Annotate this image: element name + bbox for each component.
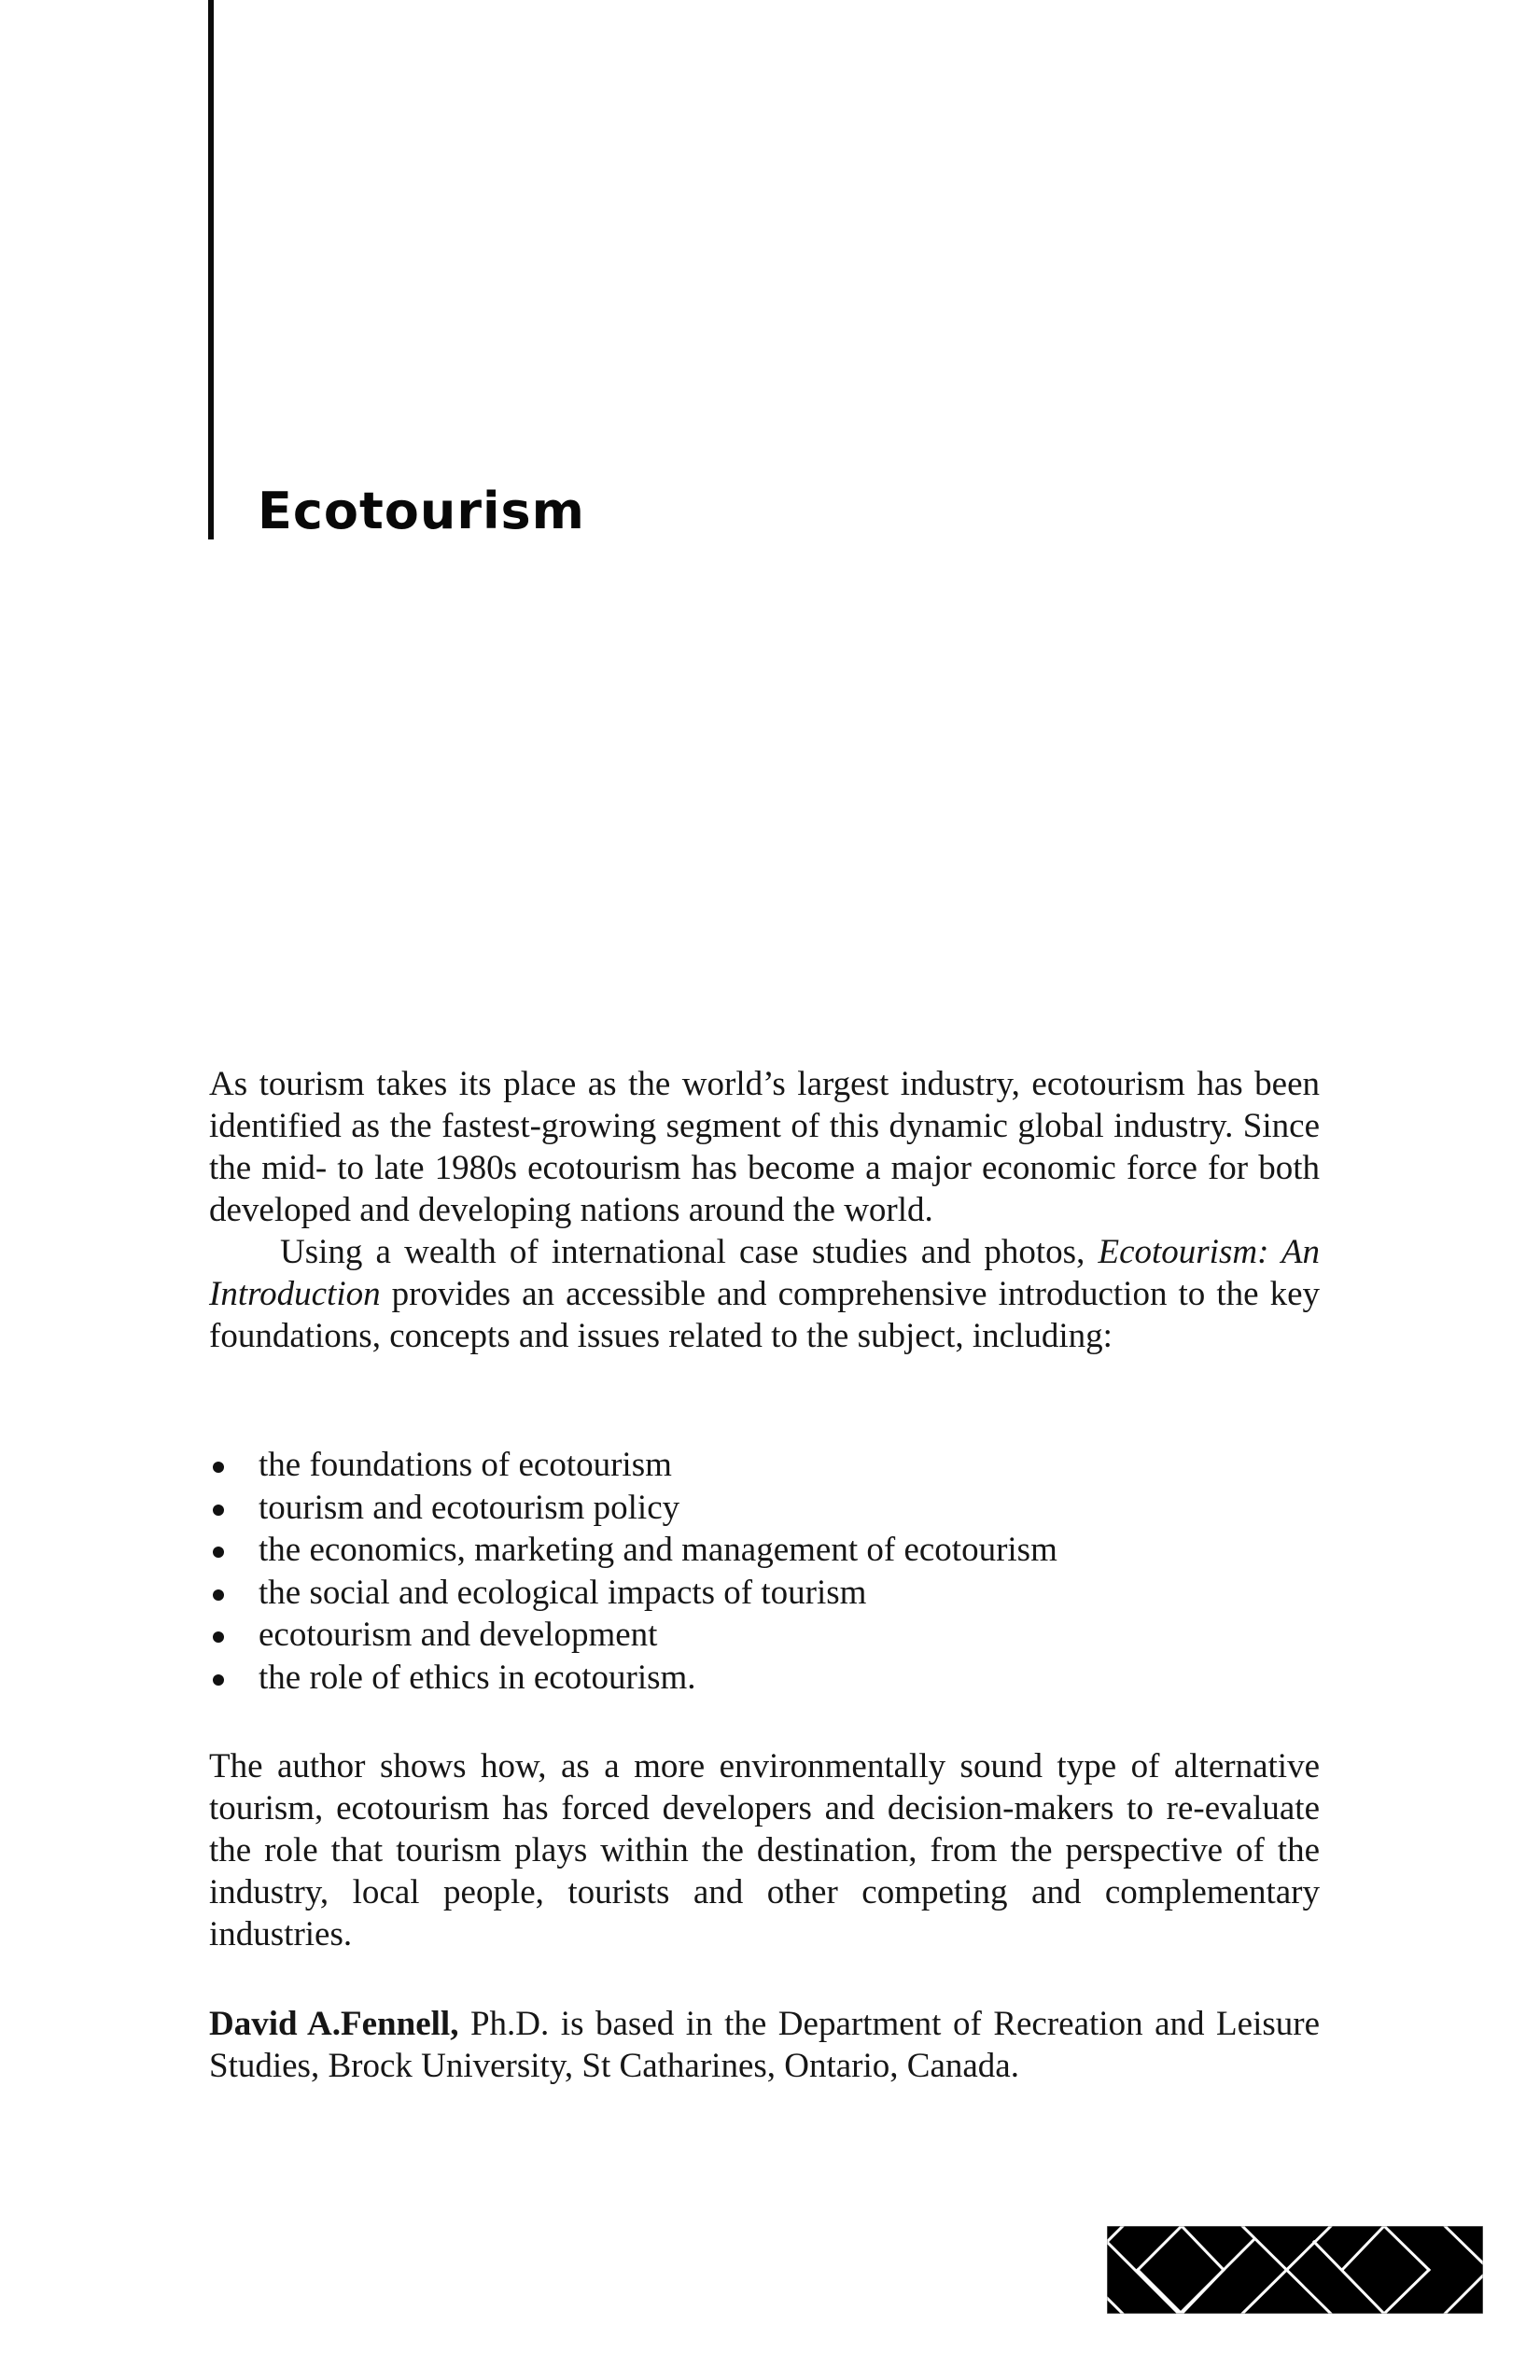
topic-label: ecotourism and development xyxy=(259,1616,658,1655)
author-section xyxy=(209,2003,1320,2087)
bullet-icon xyxy=(213,1674,224,1686)
bullet-icon xyxy=(213,1462,224,1473)
author-bio: Ph.D. is based in the Department of Recreation and Leisure Studies, Brock University, St Catharines, Ontario, Canada. xyxy=(209,2005,1320,2085)
intro-paragraph-2-suffix: provides an accessible and comprehensive introduction to the key foundations, concepts and issues related to the subject, including: xyxy=(209,1275,1320,1355)
bullet-icon xyxy=(213,1631,224,1643)
intro-section xyxy=(209,1063,1320,1357)
summary-section xyxy=(209,1745,1320,1955)
topic-item xyxy=(209,1614,1320,1657)
topic-item xyxy=(209,1657,1320,1700)
publisher-logo-icon xyxy=(1107,2226,1483,2314)
topic-item xyxy=(209,1487,1320,1530)
intro-paragraph-2-prefix: Using a wealth of international case studies and photos, xyxy=(280,1233,1099,1271)
bullet-icon xyxy=(213,1589,224,1601)
topic-item xyxy=(209,1572,1320,1615)
book-title: Ecotourism: An Introduction xyxy=(209,1233,1320,1313)
topics-list xyxy=(209,1444,1320,1700)
decorative-vertical-rule xyxy=(208,0,214,539)
topic-label: tourism and ecotourism policy xyxy=(259,1488,680,1527)
topic-item xyxy=(209,1529,1320,1572)
author-name: David A.Fennell, xyxy=(209,2005,459,2043)
topic-label: the role of ethics in ecotourism. xyxy=(259,1658,696,1697)
topic-label: the foundations of ecotourism xyxy=(259,1446,672,1484)
author-bio-paragraph xyxy=(209,2003,1320,2087)
bullet-icon xyxy=(213,1505,224,1516)
intro-paragraph-2 xyxy=(209,1231,1320,1357)
intro-paragraph-1: As tourism takes its place as the world’s largest industry, ecotourism has been identified as the fastest-growing segment of this dynamic global industry. Since the mid- to late 1980s ecotourism has become a major economic force for both developed and developing nations around the world. xyxy=(209,1065,1320,1229)
summary-paragraph: The author shows how, as a more environmentally sound type of alternative tourism, ecotourism has forced developers and decision-makers to re-evaluate the role that tourism plays within the destination, from the perspective of the industry, local people, tourists and other competing and complementary industries. xyxy=(209,1747,1320,1953)
topic-label: the social and ecological impacts of tourism xyxy=(259,1573,867,1612)
topic-item xyxy=(209,1444,1320,1487)
bullet-icon xyxy=(213,1547,224,1558)
topic-label: the economics, marketing and management of ecotourism xyxy=(259,1531,1057,1570)
page-title: Ecotourism xyxy=(258,482,585,540)
